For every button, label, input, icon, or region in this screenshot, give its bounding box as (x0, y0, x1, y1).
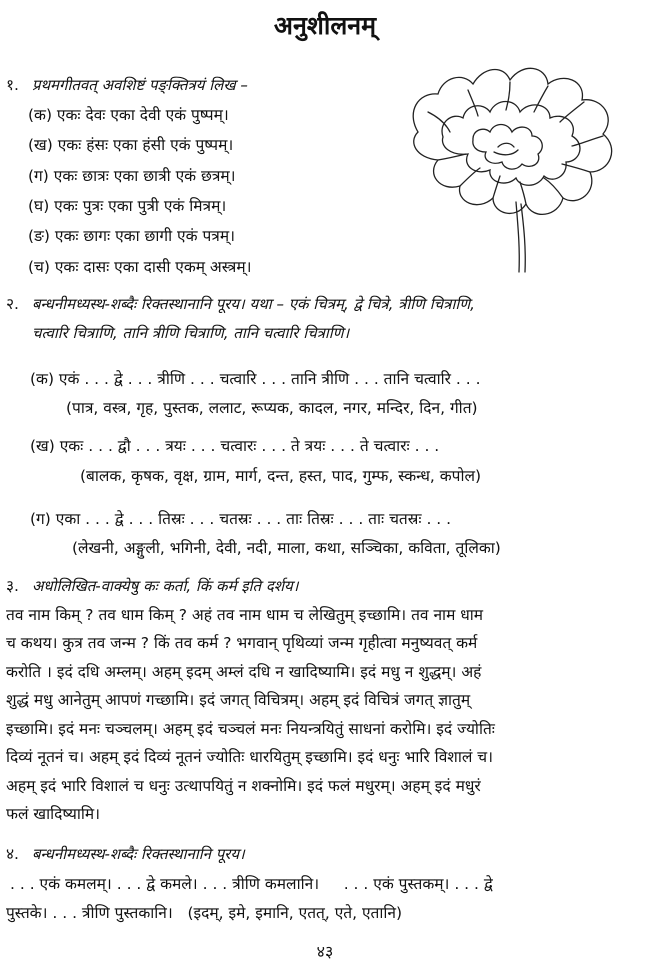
page-title: अनुशीलनम् (273, 11, 377, 40)
q1-instruction: प्रथमगीतवत् अवशिष्टं पङ्क्तित्रयं लिख – (31, 76, 248, 94)
q3-line-5: इच्छामि। इदं मनः चञ्चलम्। अहम् इदं चञ्चलं मनः नियन्त्रयितुं साधनां करोमि। इदं ज्योतिः (6, 720, 495, 738)
q1-line-5: (ङ) एकः छागः एका छागी एकं पत्रम्। (28, 227, 235, 245)
q1-number: १. (6, 76, 19, 94)
q2-a-pattern: (क) एकं . . . द्वे . . . त्रीणि . . . चत्वारि . . . तानि त्रीणि . . . तानि चत्वारि . . . (30, 370, 481, 388)
q1-line-2: (ख) एकः हंसः एका हंसी एकं पुष्पम्। (28, 136, 234, 154)
q3-line-4: शुद्धं मधु आनेतुम् आपणं गच्छामि। इदं जगत् विचित्रम्। अहम् इदं विचित्रं जगत् ज्ञातुम् (6, 691, 471, 709)
q2-a-words: (पात्र, वस्त्र, गृह, पुस्तक, ललाट, रूप्यक, कादल, नगर, मन्दिर, दिन, गीत) (66, 399, 478, 417)
q2-heading (6, 293, 475, 315)
q2-instruction: बन्धनीमध्यस्थ-शब्दैः रिक्तस्थानानि पूरय। यथा – एकं चित्रम्, द्वे चित्रे, त्रीणि चित्राणि, (31, 295, 475, 313)
q1-heading (6, 74, 248, 96)
q2-number: २. (6, 295, 19, 313)
q2-b-words: (बालक, कृषक, वृक्ष, ग्राम, मार्ग, दन्त, हस्त, पाद, गुम्फ, स्कन्ध, कपोल) (80, 467, 482, 485)
q4-instruction: बन्धनीमध्यस्थ-शब्दैः रिक्तस्थानानि पूरय। (31, 845, 245, 863)
q2-c-words: (लेखनी, अङ्गुली, भगिनी, देवी, नदी, माला, कथा, सञ्चिका, कविता, तूलिका) (72, 539, 501, 557)
q2-instruction-cont: चत्वारि चित्राणि, तानि त्रीणि चित्राणि, तानि चत्वारि चित्राणि। (32, 324, 350, 342)
q1-line-3: (ग) एकः छात्रः एका छात्री एकं छत्रम्। (28, 167, 236, 185)
page-number: ४३ (316, 942, 334, 961)
q3-line-7: अहम् इदं भारि विशालं च धनुः उत्थापयितुं न शक्नोमि। इदं फलं मधुरम्। अहम् इदं मधुरं (6, 777, 481, 795)
q1-line-6: (च) एकः दासः एका दासी एकम् अस्त्रम्। (28, 258, 252, 276)
q1-line-1: (क) एकः देवः एका देवी एकं पुष्पम्। (28, 106, 229, 124)
q3-line-3: करोति । इदं दधि अम्लम्। अहम् इदम् अम्लं दधि न खादिष्यामि। इदं मधु न शुद्धम्। अहं (6, 663, 482, 681)
q1-line-4: (घ) एकः पुत्रः एका पुत्री एकं मित्रम्। (28, 197, 227, 215)
q4-number: ४. (6, 845, 19, 863)
flower-illustration (398, 52, 634, 274)
q4-heading (6, 843, 245, 865)
q3-heading (6, 575, 298, 597)
q3-line-1: तव नाम किम् ? तव धाम किम् ? अहं तव नाम धाम च लेखितुम् इच्छामि। तव नाम धाम (6, 606, 484, 624)
q4-line-1: . . . एकं कमलम्। . . . द्वे कमले। . . . त्रीणि कमलानि। . . . एकं पुस्तकम्। . . . द्वे (10, 875, 493, 893)
q3-line-2: च कथय। कुत्र तव जन्म ? किं तव कर्म ? भगवान् पृथिव्यां जन्म गृहीत्वा मनुष्यवत् कर्म (6, 634, 478, 652)
q2-b-pattern: (ख) एकः . . . द्वौ . . . त्रयः . . . चत्वारः . . . ते त्रयः . . . ते चत्वारः . . . (30, 437, 440, 455)
q2-c-pattern: (ग) एका . . . द्वे . . . तिस्रः . . . चतस्रः . . . ताः तिस्रः . . . ताः चतस्रः . . . (30, 510, 452, 528)
q3-line-6: दिव्यं नूतनं च। अहम् इदं दिव्यं नूतनं ज्योतिः धारयितुम् इच्छामि। इदं धनुः भारि विशालं च। (6, 748, 494, 766)
q3-number: ३. (6, 577, 19, 595)
q4-line-2: पुस्तके। . . . त्रीणि पुस्तकानि। (इदम्, इमे, इमानि, एतत्, एते, एतानि) (6, 904, 403, 922)
q3-instruction: अधोलिखित-वाक्येषु कः कर्ता, किं कर्म इति दर्शय। (31, 577, 299, 595)
q3-line-8: फलं खादिष्यामि। (6, 805, 100, 823)
